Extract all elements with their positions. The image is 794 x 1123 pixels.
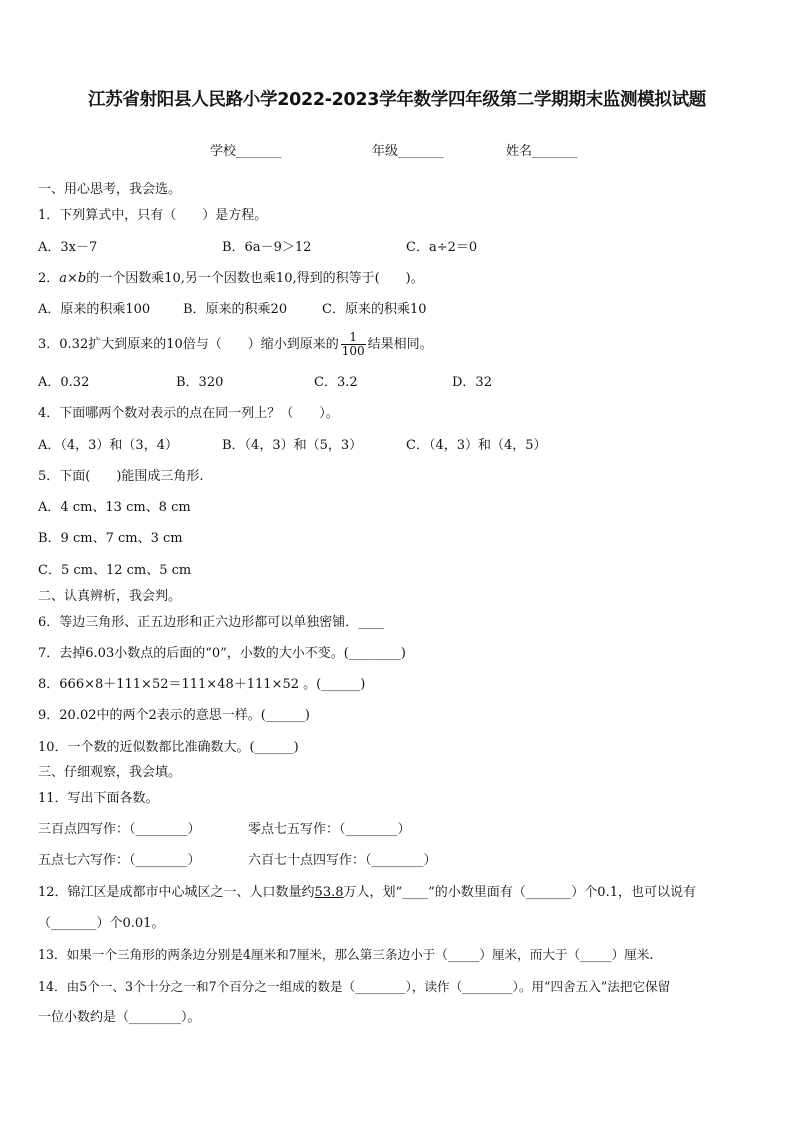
q2-number: 2． xyxy=(38,271,60,286)
question-6: 6．等边三角形、正五边形和正六边形都可以单独密铺．____ xyxy=(38,615,385,630)
question-9: 9．20.02中的两个2表示的意思一样。(______) xyxy=(38,708,310,723)
q2-option-a[interactable]: A．原来的积乘100 xyxy=(38,302,151,317)
q12-underlined-number: 53.8 xyxy=(314,885,344,900)
q11-item-c: 五点七六写作：（________） xyxy=(38,853,201,868)
question-8: 8．666×8＋111×52＝111×48＋111×52 。(______) xyxy=(38,677,366,692)
question-11: 11．写出下面各数。 xyxy=(38,791,159,806)
q3-option-c[interactable]: C．3.2 xyxy=(314,375,358,390)
q12-text-post: 万人，划“____”的小数里面有（_______）个0.1，也可以说有 xyxy=(343,885,696,900)
question-10: 10．一个数的近似数都比准确数大。(______) xyxy=(38,740,299,755)
question-14-line-2: 一位小数约是（________）。 xyxy=(38,1010,201,1025)
q5-option-a[interactable]: A．4 cm、13 cm、8 cm xyxy=(38,500,191,515)
q3-fraction xyxy=(341,331,366,358)
q3-fraction-denominator: 100 xyxy=(341,344,365,358)
q5-option-c[interactable]: C．5 cm、12 cm、5 cm xyxy=(38,563,192,578)
q3-option-d[interactable]: D．32 xyxy=(452,375,492,390)
q4-option-b[interactable]: B．（4，3）和（5，3） xyxy=(222,438,363,453)
section-3-heading: 三、仔细观察，我会填。 xyxy=(38,765,182,780)
q4-option-c[interactable]: C．（4，3）和（4，5） xyxy=(406,438,547,453)
question-5: 5．下面( )能围成三角形. xyxy=(38,469,204,484)
question-3 xyxy=(38,331,433,358)
question-4: 4．下面哪两个数对表示的点在同一列上？（ ）。 xyxy=(38,406,339,421)
question-12 xyxy=(38,884,696,902)
q2-option-c[interactable]: C．原来的积乘10 xyxy=(322,302,427,317)
q2-expression: a×b xyxy=(59,271,87,286)
school-field[interactable]: 学校_______ xyxy=(210,144,282,159)
q11-item-d: 六百七十点四写作：（________） xyxy=(248,853,437,868)
q3-fraction-numerator: 1 xyxy=(341,331,366,345)
q3-text-2: 结果相同。 xyxy=(367,337,433,352)
q5-option-b[interactable]: B．9 cm、7 cm、3 cm xyxy=(38,531,183,546)
section-1-heading: 一、用心思考，我会选。 xyxy=(38,182,182,197)
q2-text: 的一个因数乘10,另一个因数也乘10,得到的积等于( )。 xyxy=(86,271,424,286)
q2-option-b[interactable]: B．原来的积乘20 xyxy=(183,302,288,317)
question-7: 7．去掉6.03小数点的后面的“0”，小数的大小不变。(________) xyxy=(38,646,406,661)
q11-item-b: 零点七五写作：（________） xyxy=(248,822,411,837)
q3-option-b[interactable]: B．320 xyxy=(176,375,224,390)
question-13: 13．如果一个三角形的两条边分别是4厘米和7厘米，那么第三条边小于（_____）厘米，而大于（_____）厘米. xyxy=(38,947,654,962)
section-2-heading: 二、认真辨析，我会判。 xyxy=(38,589,182,604)
name-field[interactable]: 姓名_______ xyxy=(506,144,578,159)
question-12-line-2: （_______）个0.01。 xyxy=(38,916,165,931)
q1-option-a[interactable]: A．3x－7 xyxy=(38,240,98,255)
grade-field[interactable]: 年级_______ xyxy=(372,144,444,159)
q3-option-a[interactable]: A．0.32 xyxy=(38,375,90,390)
q4-option-a[interactable]: A．（4，3）和（3，4） xyxy=(38,438,178,453)
question-14: 14．由5个一、3个十分之一和7个百分之一组成的数是（________），读作（________）。用“四舍五入”法把它保留 xyxy=(38,979,671,994)
q1-option-b[interactable]: B．6a－9＞12 xyxy=(222,240,312,255)
q11-item-a: 三百点四写作：（________） xyxy=(38,822,201,837)
q3-text-1: 3．0.32扩大到原来的10倍与（ ）缩小到原来的 xyxy=(38,337,339,352)
q1-option-c[interactable]: C．a÷2＝0 xyxy=(406,240,478,255)
question-1: 1．下列算式中，只有（ ）是方程。 xyxy=(38,208,268,223)
q12-text-pre: 12．锦江区是成都市中心城区之一、人口数量约 xyxy=(38,885,315,900)
page-title: 江苏省射阳县人民路小学2022-2023学年数学四年级第二学期期末监测模拟试题 xyxy=(88,90,706,110)
question-2 xyxy=(38,270,424,288)
